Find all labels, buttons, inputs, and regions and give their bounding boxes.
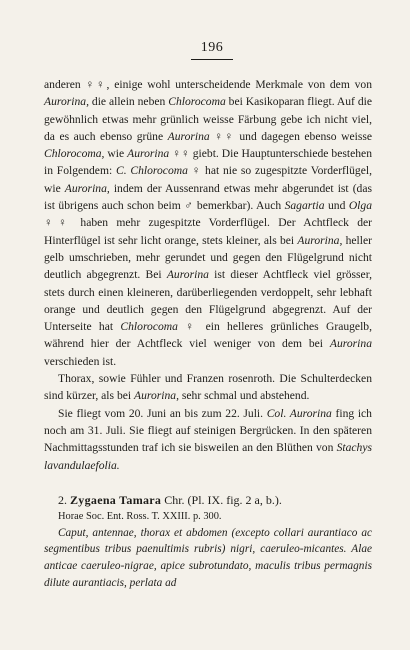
paragraph xyxy=(44,76,372,370)
species-heading xyxy=(44,492,372,509)
text-run: fing ich noch am 31. Juli. Sie fliegt auf steinigen Bergrücken. In den späteren Nachmittagsstunden traf ich sie bisweilen an den Blüthen von xyxy=(44,406,372,455)
text-run: ist dieser Achtfleck viel grösser, stets durch einen kleineren, darüberliegenden verdoppelt, sehr lebhaft orange und deutlich gegen den Flügelgrund abgegrenzt. Auf der Unterseite hat xyxy=(44,268,372,334)
species-name: Zygaena Tamara xyxy=(70,492,162,507)
text-run: verschieden ist. xyxy=(44,354,117,368)
italic-term: C. Chlorocoma xyxy=(115,164,188,178)
text-run: ♀ ein helleres grünliches Graugelb, während hier der Achtfleck viel weniger von dem bei xyxy=(44,320,372,351)
text-run: die allein neben xyxy=(88,95,169,109)
text-run: indem der Aussenrand etwas mehr abgerundet ist (das ist übrigens auch schon beim ♂ bemerkbar). Auch xyxy=(44,181,373,213)
italic-term: Aurorina, xyxy=(297,233,343,247)
italic-term: Olga xyxy=(348,199,372,213)
italic-term: Col. Aurorina xyxy=(266,406,332,420)
italic-term: Aurorina, xyxy=(44,95,89,109)
body-text xyxy=(44,76,372,474)
text-run: Thorax, sowie Fühler und Franzen rosenroth. Die Schulterdecken sind kürzer, als bei xyxy=(44,372,372,403)
text-run: ♀♀ und dagegen ebenso weisse xyxy=(209,129,372,143)
italic-term: Aurorina xyxy=(167,129,210,143)
text-run: ♀♀ haben mehr zugespitzte Vorderflügel. Der Achtfleck der Hinterflügel ist sehr licht orange, stets kleiner, als bei xyxy=(44,216,372,247)
text-run: anderen ♀♀, einige wohl unterscheidende Merkmale von dem von xyxy=(44,78,372,91)
italic-term: Aurorina xyxy=(166,268,209,282)
page-number-text: 196 xyxy=(191,40,234,60)
text-run: ♀♀ giebt. Die Hauptunterschiede bestehen in Folgendem: xyxy=(44,147,372,178)
page-number xyxy=(52,40,372,60)
species-citation: Horae Soc. Ent. Ross. T. XXIII. p. 300. xyxy=(58,510,222,522)
text-run: sehr schmal und abstehend. xyxy=(179,389,310,403)
species-author-ref: Chr. (Pl. IX. fig. 2 a, b.). xyxy=(164,492,282,507)
text-run: Sie fliegt vom 20. Juni an bis zum 22. Juli. xyxy=(58,406,267,420)
italic-term: Aurorina xyxy=(329,337,372,351)
italic-term: Stachys lavandulaefolia. xyxy=(44,441,372,472)
section-gap xyxy=(44,474,372,492)
italic-term: Chlorocoma, xyxy=(44,147,105,161)
text-run: wie xyxy=(104,147,128,161)
text-run: und xyxy=(324,199,349,213)
species-number: 2. xyxy=(58,492,67,507)
species-description: Caput, antennae, thorax et abdomen (excepto collari aurantiaco ac segmentibus tribus paenultimis rubris) nigri, caeruleo-micantes. Alae anticae caeruleo-nigrae, apice subrotundato, maculis tribus permagnis dilute aurantiacis, perlata ad xyxy=(44,526,372,589)
italic-term: Aurorina xyxy=(127,147,170,161)
italic-term: Chlorocoma xyxy=(120,320,178,334)
italic-term: Aurorina, xyxy=(134,389,179,403)
italic-term: Chlorocoma xyxy=(168,95,226,109)
text-run: heller gelb umschrieben, mehr gerundet und gegen den Flügelgrund nicht deutlich abgegrenzt. Bei xyxy=(44,233,373,282)
paragraph xyxy=(44,405,372,474)
text-run: bei Kasikoparan fliegt. Auf die gewöhnlich etwas mehr grünlich weisse Färbung gebe ich nicht viel, da es auch ebenso grüne xyxy=(44,95,372,143)
italic-term: Sagartia xyxy=(284,199,325,213)
paragraph xyxy=(44,370,372,405)
text-run: ♀ hat nie so zugespitzte Vorderflügel, wie xyxy=(44,164,372,195)
italic-term: Aurorina, xyxy=(64,181,110,195)
